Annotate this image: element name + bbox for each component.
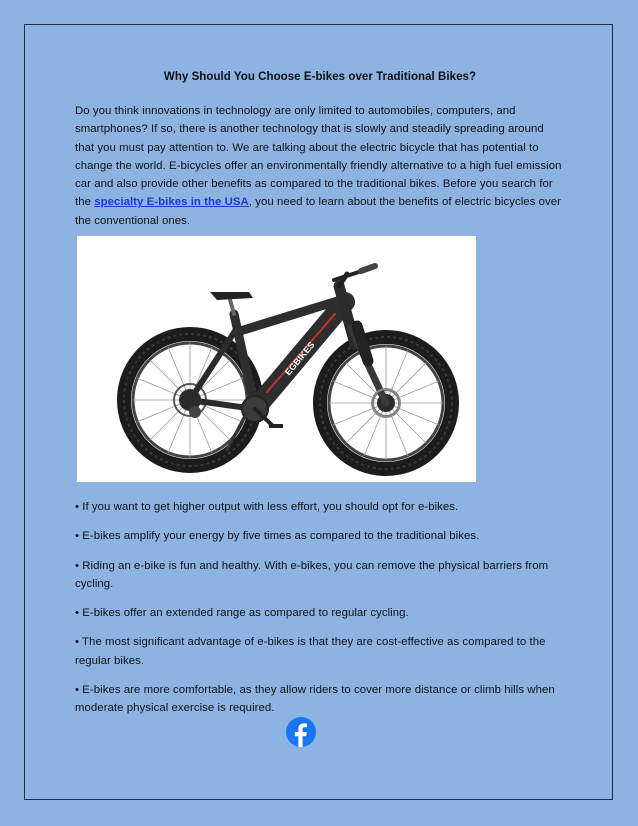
ebike-photo — [77, 236, 476, 482]
facebook-logo-glyph — [286, 717, 316, 747]
intro-text-after-link: , you need to learn about the benefits of electric bicycles over the conventional ones. — [75, 196, 561, 227]
benefits-list — [75, 498, 570, 729]
page-title: Why Should You Choose E-bikes over Traditional Bikes? — [163, 71, 477, 83]
ebike-illustration — [77, 236, 476, 482]
list-item: • E-bikes are more comfortable, as they allow riders to cover more distance or climb hills when moderate physical exercise is required. — [75, 684, 555, 715]
facebook-icon[interactable] — [286, 717, 316, 747]
list-item: • The most significant advantage of e-bikes is that they are cost-effective as compared to the regular bikes. — [75, 636, 546, 667]
specialty-ebikes-link[interactable]: specialty E-bikes in the USA — [94, 196, 249, 209]
intro-text-before-link: Do you think innovations in technology are only limited to automobiles, computers, and smartphones? If so, there is another technology that is slowly and steadily spreading around that you must pay attention to. We are talking about the electric bicycle that has potential to change the world. E-bicycles offer an environmentally friendly alternative to a high fuel emission car and also provide other benefits as compared to the traditional bikes. Before you search for the — [75, 105, 562, 209]
list-item: • Riding an e-bike is fun and healthy. With e-bikes, you can remove the physical barriers from cycling. — [75, 559, 549, 590]
list-item: • If you want to get higher output with less effort, you should opt for e-bikes. — [75, 501, 459, 513]
article-body — [75, 71, 565, 230]
list-item: • E-bikes offer an extended range as compared to regular cycling. — [75, 607, 409, 620]
frame-brand-text: EGBIKES — [282, 339, 317, 378]
intro-paragraph — [75, 102, 565, 230]
list-item: • E-bikes amplify your energy by five times as compared to the traditional bikes. — [75, 530, 480, 543]
